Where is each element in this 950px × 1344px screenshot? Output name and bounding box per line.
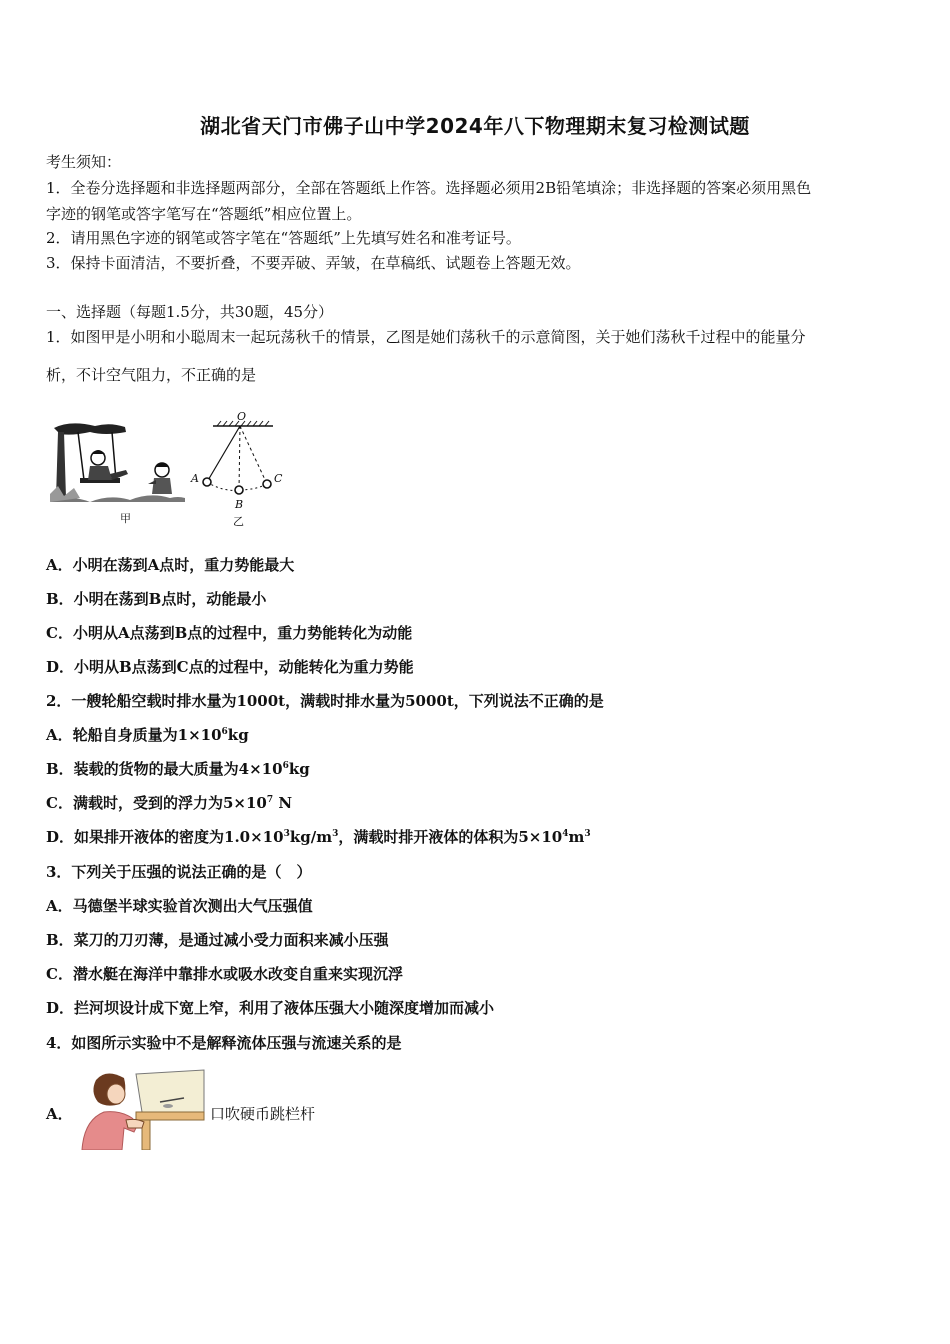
notice-item: 3．保持卡面清洁，不要折叠，不要弄破、弄皱，在草稿纸、试题卷上答题无效。 <box>46 254 581 272</box>
point-c-label: C <box>274 472 283 485</box>
question-1-option-d: D．小明从B点荡到C点的过程中，动能转化为重力势能 <box>46 658 414 676</box>
question-2-option-b: B．装载的货物的最大质量为$4\times 10^6kg$ <box>46 760 310 778</box>
point-o-label: O <box>237 410 247 423</box>
question-4-option-a-letter: A． <box>46 1105 73 1123</box>
question-4-stem: 4．如图所示实验中不是解释流体压强与流速关系的是 <box>46 1034 402 1052</box>
question-1-stem-cont: 析，不计空气阻力，不正确的是 <box>46 366 257 384</box>
question-3-option-d: D．拦河坝设计成下宽上窄，利用了液体压强大小随深度增加而减小 <box>46 999 495 1017</box>
page-title: 湖北省天门市佛子山中学2024年八下物理期末复习检测试题 <box>200 114 750 138</box>
notice-heading: 考生须知： <box>46 153 122 171</box>
question-3-option-c: C．潜水艇在海洋中靠排水或吸水改变自重来实现沉浮 <box>46 965 403 983</box>
question-1-stem: 1．如图甲是小明和小聪周末一起玩荡秋千的情景，乙图是她们荡秋千的示意简图，关于她们荡秋千过程中的能量分 <box>46 328 806 346</box>
blow-coin-illustration <box>76 1068 206 1150</box>
point-a-label: A <box>191 472 199 485</box>
question-1-option-b: B．小明在荡到B点时，动能最小 <box>46 590 267 608</box>
section-heading: 一、选择题（每题1.5分，共30题，45分） <box>46 303 334 321</box>
swing-scene-figure <box>50 418 185 528</box>
notice-item: 1．全卷分选择题和非选择题两部分，全部在答题纸上作答。选择题必须用2B铅笔填涂；非选择题的答案必须用黑色 <box>46 179 812 197</box>
pendulum-diagram <box>185 410 295 530</box>
question-1-option-a: A．小明在荡到A点时，重力势能最大 <box>46 556 295 574</box>
question-3-option-b: B．菜刀的刀刃薄，是通过减小受力面积来减小压强 <box>46 931 389 949</box>
pendulum-lines <box>185 410 295 530</box>
question-2-option-d: D．如果排开液体的密度为$1.0\times 10^3kg/m^3$，满载时排开液体的体积为$5\times 10^4m^3$ <box>46 828 591 846</box>
question-2-stem: 2．一艘轮船空载时排水量为1000t，满载时排水量为5000t，下列说法不正确的是 <box>46 692 604 710</box>
question-4-option-a-text: 口吹硬币跳栏杆 <box>210 1105 316 1123</box>
figure-yi-label: 乙 <box>233 515 244 528</box>
question-2-option-c: C．满载时，受到的浮力为$5\times 10^7$ N <box>46 794 293 812</box>
question-3-stem: 3．下列关于压强的说法正确的是（ ） <box>46 863 312 881</box>
figure-jia-label: 甲 <box>120 512 131 525</box>
notice-item: 字迹的钢笔或答字笔写在“答题纸”相应位置上。 <box>46 205 362 223</box>
blow-coin-drawing <box>76 1068 206 1150</box>
swing-scene-illustration <box>50 418 185 528</box>
notice-item: 2．请用黑色字迹的钢笔或答字笔在“答题纸”上先填写姓名和准考证号。 <box>46 229 521 247</box>
point-b-label: B <box>235 498 244 511</box>
question-3-option-a: A．马德堡半球实验首次测出大气压强值 <box>46 897 313 915</box>
question-2-option-a: A．轮船自身质量为$1\times 10^6kg$ <box>46 726 249 744</box>
question-1-option-c: C．小明从A点荡到B点的过程中，重力势能转化为动能 <box>46 624 413 642</box>
